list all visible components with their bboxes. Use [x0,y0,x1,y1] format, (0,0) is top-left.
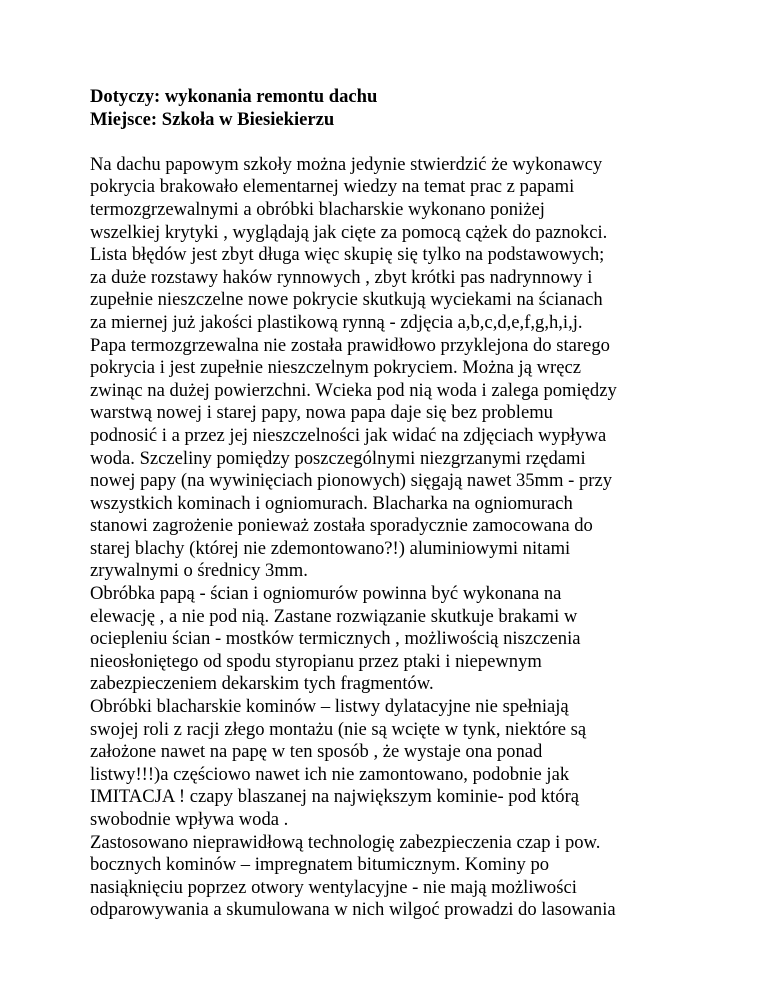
body-line: termozgrzewalnymi a obróbki blacharskie wykonano poniżej [90,198,545,220]
body-line: podnosić i a przez jej nieszczelności jak widać na zdjęciach wypływa [90,424,607,446]
body-line: swobodnie wpływa woda . [90,809,289,830]
body-line: ociepleniu ścian - mostków termicznych , możliwością niszczenia [90,628,581,650]
body-line: warstwą nowej i starej papy, nowa papa daje się bez problemu [90,402,553,424]
body-line: starej blachy (której nie zdemontowano?!) aluminiowymi nitami [90,537,571,559]
body-line: za miernej już jakości plastikową rynną - zdjęcia a,b,c,d,e,f,g,h,i,j. [90,311,583,333]
body-line: pokrycia brakowało elementarnej wiedzy na temat prac z papami [90,176,575,198]
body-line: Lista błędów jest zbyt długa więc skupię się tylko na podstawowych; [90,244,605,266]
body-line: pokrycia i jest zupełnie nieszczelnym pokryciem. Można ją wręcz [90,357,581,379]
body-line: Obróbki blacharskie kominów – listwy dylatacyjne nie spełniają [90,696,569,718]
body-line: listwy!!!)a częściowo nawet ich nie zamontowano, podobnie jak [90,763,570,785]
body-line: nowej papy (na wywinięciach pionowych) sięgają nawet 35mm - przy [90,470,613,492]
document-body [90,154,750,922]
document-page [90,86,750,922]
body-line: założone nawet na papę w ten sposób , że wystaje ona ponad [90,741,543,763]
body-line: IMITACJA ! czapy blaszanej na największym kominie- pod którą [90,786,580,808]
body-line: swojej roli z racji złego montażu (nie są wcięte w tynk, niektóre są [90,718,587,740]
body-line: zrywalnymi o średnicy 3mm. [90,560,308,582]
body-line: zupełnie nieszczelne nowe pokrycie skutkują wyciekami na ścianach [90,289,603,311]
body-line: zwinąc na dużej powierzchni. Wcieka pod nią woda i zalega pomiędzy [90,379,617,401]
body-line: woda. Szczeliny pomiędzy poszczególnymi niezgrzanymi rzędami [90,447,586,469]
body-line: Zastosowano nieprawidłową technologię zabezpieczenia czap i pow. [90,831,601,853]
place-heading: Miejsce: Szkoła w Biesiekierzu [90,108,335,130]
paragraph-spacer [90,131,750,154]
body-line: Papa termozgrzewalna nie została prawidłowo przyklejona do starego [90,334,610,356]
body-line: stanowi zagrożenie ponieważ została sporadycznie zamocowana do [90,515,593,537]
body-line: wszystkich kominach i ogniomurach. Blacharka na ogniomurach [90,492,573,514]
body-line: Na dachu papowym szkoły można jedynie stwierdzić że wykonawcy [90,153,603,175]
subject-heading: Dotyczy: wykonania remontu dachu [90,86,378,107]
body-line: za duże rozstawy haków rynnowych , zbyt krótki pas nadrynnowy i [90,266,593,288]
body-line: zabezpieczeniem dekarskim tych fragmentów. [90,673,434,695]
body-line: nasiąknięciu poprzez otwory wentylacyjne - nie mają możliwości [90,876,577,898]
body-line: nieosłoniętego od spodu styropianu przez ptaki i niepewnym [90,650,542,672]
body-line: wszelkiej krytyki , wyglądają jak cięte za pomocą cążek do paznokci. [90,221,608,243]
body-line: bocznych kominów – impregnatem bitumicznym. Kominy po [90,854,550,876]
body-line: Obróbka papą - ścian i ogniomurów powinna być wykonana na [90,583,562,605]
body-line: elewację , a nie pod nią. Zastane rozwiązanie skutkuje brakami w [90,605,578,627]
body-line: odparowywania a skumulowana w nich wilgoć prowadzi do lasowania [90,899,616,921]
